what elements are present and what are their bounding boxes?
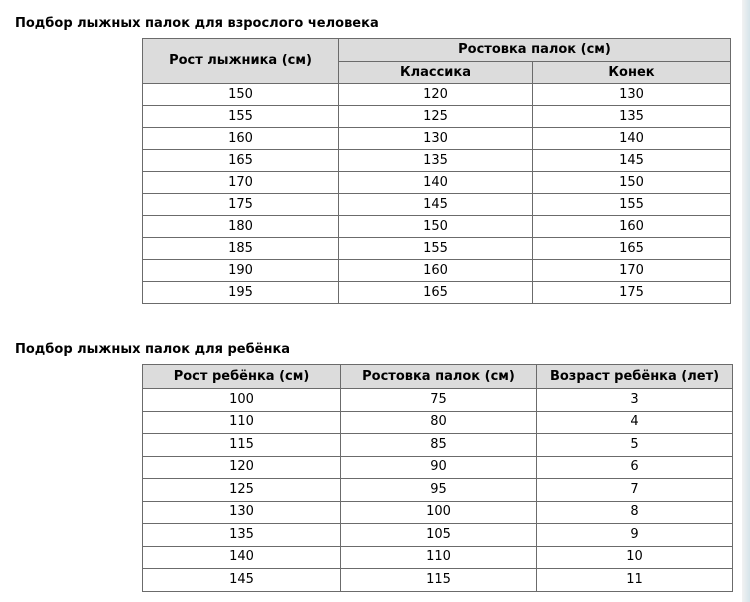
table-row bbox=[143, 434, 733, 457]
table-cell: 165 bbox=[533, 238, 731, 260]
child-table-body bbox=[143, 389, 733, 592]
adult-table-title: Подбор лыжных палок для взрослого человека bbox=[15, 16, 379, 31]
column-header-pole-length: Ростовка палок (см) bbox=[341, 365, 537, 389]
column-header-pole-length: Ростовка палок (см) bbox=[339, 39, 731, 62]
table-cell: 130 bbox=[533, 84, 731, 106]
column-header-classic: Классика bbox=[339, 62, 533, 84]
table-cell: 145 bbox=[143, 569, 341, 592]
table-row bbox=[143, 569, 733, 592]
table-row bbox=[143, 389, 733, 412]
table-cell: 125 bbox=[143, 479, 341, 502]
table-cell: 155 bbox=[533, 194, 731, 216]
table-cell: 120 bbox=[339, 84, 533, 106]
table-cell: 185 bbox=[143, 238, 339, 260]
table-cell: 95 bbox=[341, 479, 537, 502]
table-cell: 190 bbox=[143, 260, 339, 282]
child-poles-table bbox=[142, 364, 733, 592]
table-cell: 115 bbox=[341, 569, 537, 592]
table-row bbox=[143, 106, 731, 128]
table-cell: 6 bbox=[537, 456, 733, 479]
table-row bbox=[143, 501, 733, 524]
table-cell: 195 bbox=[143, 282, 339, 304]
table-row bbox=[143, 411, 733, 434]
table-row bbox=[143, 84, 731, 106]
table-cell: 7 bbox=[537, 479, 733, 502]
table-row bbox=[143, 128, 731, 150]
table-cell: 170 bbox=[533, 260, 731, 282]
page-edge bbox=[742, 0, 750, 602]
child-table-title: Подбор лыжных палок для ребёнка bbox=[15, 342, 291, 357]
table-row bbox=[143, 524, 733, 547]
column-header-child-age: Возраст ребёнка (лет) bbox=[537, 365, 733, 389]
table-cell: 145 bbox=[339, 194, 533, 216]
table-cell: 150 bbox=[533, 172, 731, 194]
table-cell: 165 bbox=[143, 150, 339, 172]
table-cell: 155 bbox=[143, 106, 339, 128]
table-row bbox=[143, 479, 733, 502]
table-cell: 165 bbox=[339, 282, 533, 304]
table-cell: 4 bbox=[537, 411, 733, 434]
table-row bbox=[143, 150, 731, 172]
table-cell: 175 bbox=[533, 282, 731, 304]
table-cell: 5 bbox=[537, 434, 733, 457]
table-cell: 90 bbox=[341, 456, 537, 479]
column-header-child-height: Рост ребёнка (см) bbox=[143, 365, 341, 389]
table-cell: 140 bbox=[339, 172, 533, 194]
table-row bbox=[143, 282, 731, 304]
table-cell: 180 bbox=[143, 216, 339, 238]
table-cell: 110 bbox=[341, 546, 537, 569]
table-cell: 3 bbox=[537, 389, 733, 412]
table-cell: 150 bbox=[143, 84, 339, 106]
table-cell: 105 bbox=[341, 524, 537, 547]
table-cell: 9 bbox=[537, 524, 733, 547]
table-cell: 75 bbox=[341, 389, 537, 412]
table-row bbox=[143, 546, 733, 569]
table-cell: 160 bbox=[339, 260, 533, 282]
table-cell: 160 bbox=[143, 128, 339, 150]
table-cell: 85 bbox=[341, 434, 537, 457]
table-cell: 175 bbox=[143, 194, 339, 216]
table-cell: 80 bbox=[341, 411, 537, 434]
adult-poles-table bbox=[142, 38, 731, 304]
table-cell: 10 bbox=[537, 546, 733, 569]
table-cell: 130 bbox=[143, 501, 341, 524]
column-header-skier-height: Рост лыжника (см) bbox=[143, 39, 339, 84]
table-row bbox=[143, 238, 731, 260]
table-cell: 130 bbox=[339, 128, 533, 150]
column-header-skate: Конек bbox=[533, 62, 731, 84]
table-cell: 100 bbox=[143, 389, 341, 412]
table-cell: 140 bbox=[143, 546, 341, 569]
table-cell: 125 bbox=[339, 106, 533, 128]
table-cell: 170 bbox=[143, 172, 339, 194]
table-row bbox=[143, 456, 733, 479]
table-cell: 135 bbox=[339, 150, 533, 172]
table-cell: 100 bbox=[341, 501, 537, 524]
table-cell: 11 bbox=[537, 569, 733, 592]
table-cell: 120 bbox=[143, 456, 341, 479]
table-cell: 115 bbox=[143, 434, 341, 457]
table-row bbox=[143, 260, 731, 282]
adult-table-body bbox=[143, 84, 731, 304]
table-cell: 135 bbox=[533, 106, 731, 128]
table-row bbox=[143, 194, 731, 216]
table-row bbox=[143, 172, 731, 194]
table-cell: 145 bbox=[533, 150, 731, 172]
table-cell: 110 bbox=[143, 411, 341, 434]
table-cell: 160 bbox=[533, 216, 731, 238]
table-cell: 140 bbox=[533, 128, 731, 150]
table-cell: 150 bbox=[339, 216, 533, 238]
table-cell: 135 bbox=[143, 524, 341, 547]
table-row bbox=[143, 216, 731, 238]
table-cell: 8 bbox=[537, 501, 733, 524]
table-cell: 155 bbox=[339, 238, 533, 260]
